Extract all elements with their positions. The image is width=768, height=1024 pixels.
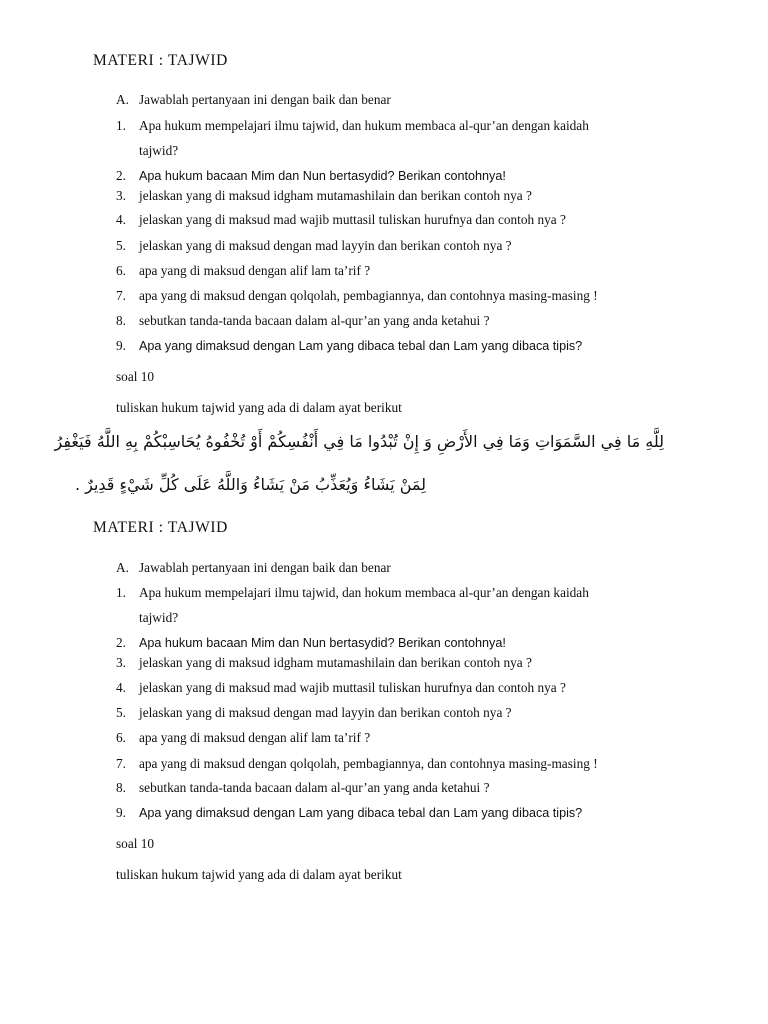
question-text: jelaskan yang di maksud mad wajib muttasil tuliskan hurufnya dan contoh nya ? [139,680,566,695]
question-text: apa yang di maksud dengan alif lam ta’rif ? [139,730,371,745]
section-title: MATERI : TAJWID [93,52,228,69]
instruction-text: Jawablah pertanyaan ini dengan baik dan benar [139,92,391,107]
question-number: 8. [116,313,126,328]
question-text: jelaskan yang di maksud dengan mad layyin dan berikan contoh nya ? [139,238,512,253]
ayat-instruction: tuliskan hukum tajwid yang ada di dalam ayat berikut [116,400,402,415]
question-text: apa yang di maksud dengan qolqolah, pembagiannya, dan contohnya masing-masing ! [139,756,598,771]
question-number: 1. [116,585,126,600]
question-number: 8. [116,780,126,795]
instruction-marker: A. [116,560,129,575]
question-text: Apa hukum bacaan Mim dan Nun bertasydid? Berikan contohnya! [139,169,506,183]
question-text: sebutkan tanda-tanda bacaan dalam al-qur’an yang anda ketahui ? [139,313,490,328]
question-text: Apa yang dimaksud dengan Lam yang dibaca tebal dan Lam yang dibaca tipis? [139,339,583,353]
question-number: 6. [116,730,126,745]
instruction-marker: A. [116,92,129,107]
question-number: 1. [116,118,126,133]
question-number: 3. [116,188,126,203]
question-number: 5. [116,238,126,253]
question-number: 2. [116,168,126,183]
soal-label: soal 10 [116,836,155,851]
question-number: 3. [116,655,126,670]
question-text-continued: tajwid? [139,610,179,625]
ayat-line-1: لِلَّهِ مَا فِي السَّمَوَاتِ وَمَا فِي الأَرْضِ وَ إِنْ تُبْدُوا مَا فِي أَنْفُسِكُمْ أَوْ تُخْفُوهُ يُحَاسِبْكُمْ بِهِ اللَّهُ فَيَغْفِرُ [54,432,664,451]
ayat-instruction: tuliskan hukum tajwid yang ada di dalam ayat berikut [116,867,402,882]
question-number: 9. [116,338,126,353]
ayat-line-2: لِمَنْ يَشَاءُ وَيُعَذِّبُ مَنْ يَشَاءُ وَاللَّهُ عَلَى كُلِّ شَيْءٍ قَدِيرٌ . [74,475,426,494]
question-number: 9. [116,805,126,820]
question-text: jelaskan yang di maksud dengan mad layyin dan berikan contoh nya ? [139,705,512,720]
question-text: jelaskan yang di maksud idgham mutamashilain dan berikan contoh nya ? [139,655,532,670]
question-number: 7. [116,288,126,303]
soal-label: soal 10 [116,369,155,384]
question-text: apa yang di maksud dengan alif lam ta’rif ? [139,263,371,278]
question-text: apa yang di maksud dengan qolqolah, pembagiannya, dan contohnya masing-masing ! [139,288,598,303]
question-text: Apa hukum mempelajari ilmu tajwid, dan hokum membaca al-qur’an dengan kaidah [139,585,589,600]
question-text: jelaskan yang di maksud idgham mutamashilain dan berikan contoh nya ? [139,188,532,203]
question-number: 4. [116,212,126,227]
question-text-continued: tajwid? [139,143,179,158]
instruction-text: Jawablah pertanyaan ini dengan baik dan benar [139,560,391,575]
question-text: Apa yang dimaksud dengan Lam yang dibaca tebal dan Lam yang dibaca tipis? [139,806,583,820]
question-number: 6. [116,263,126,278]
question-number: 7. [116,756,126,771]
question-text: sebutkan tanda-tanda bacaan dalam al-qur’an yang anda ketahui ? [139,780,490,795]
question-text: Apa hukum mempelajari ilmu tajwid, dan hukum membaca al-qur’an dengan kaidah [139,118,589,133]
question-text: jelaskan yang di maksud mad wajib muttasil tuliskan hurufnya dan contoh nya ? [139,212,566,227]
question-number: 4. [116,680,126,695]
question-number: 5. [116,705,126,720]
section-title: MATERI : TAJWID [93,519,228,536]
question-number: 2. [116,635,126,650]
question-text: Apa hukum bacaan Mim dan Nun bertasydid? Berikan contohnya! [139,636,506,650]
